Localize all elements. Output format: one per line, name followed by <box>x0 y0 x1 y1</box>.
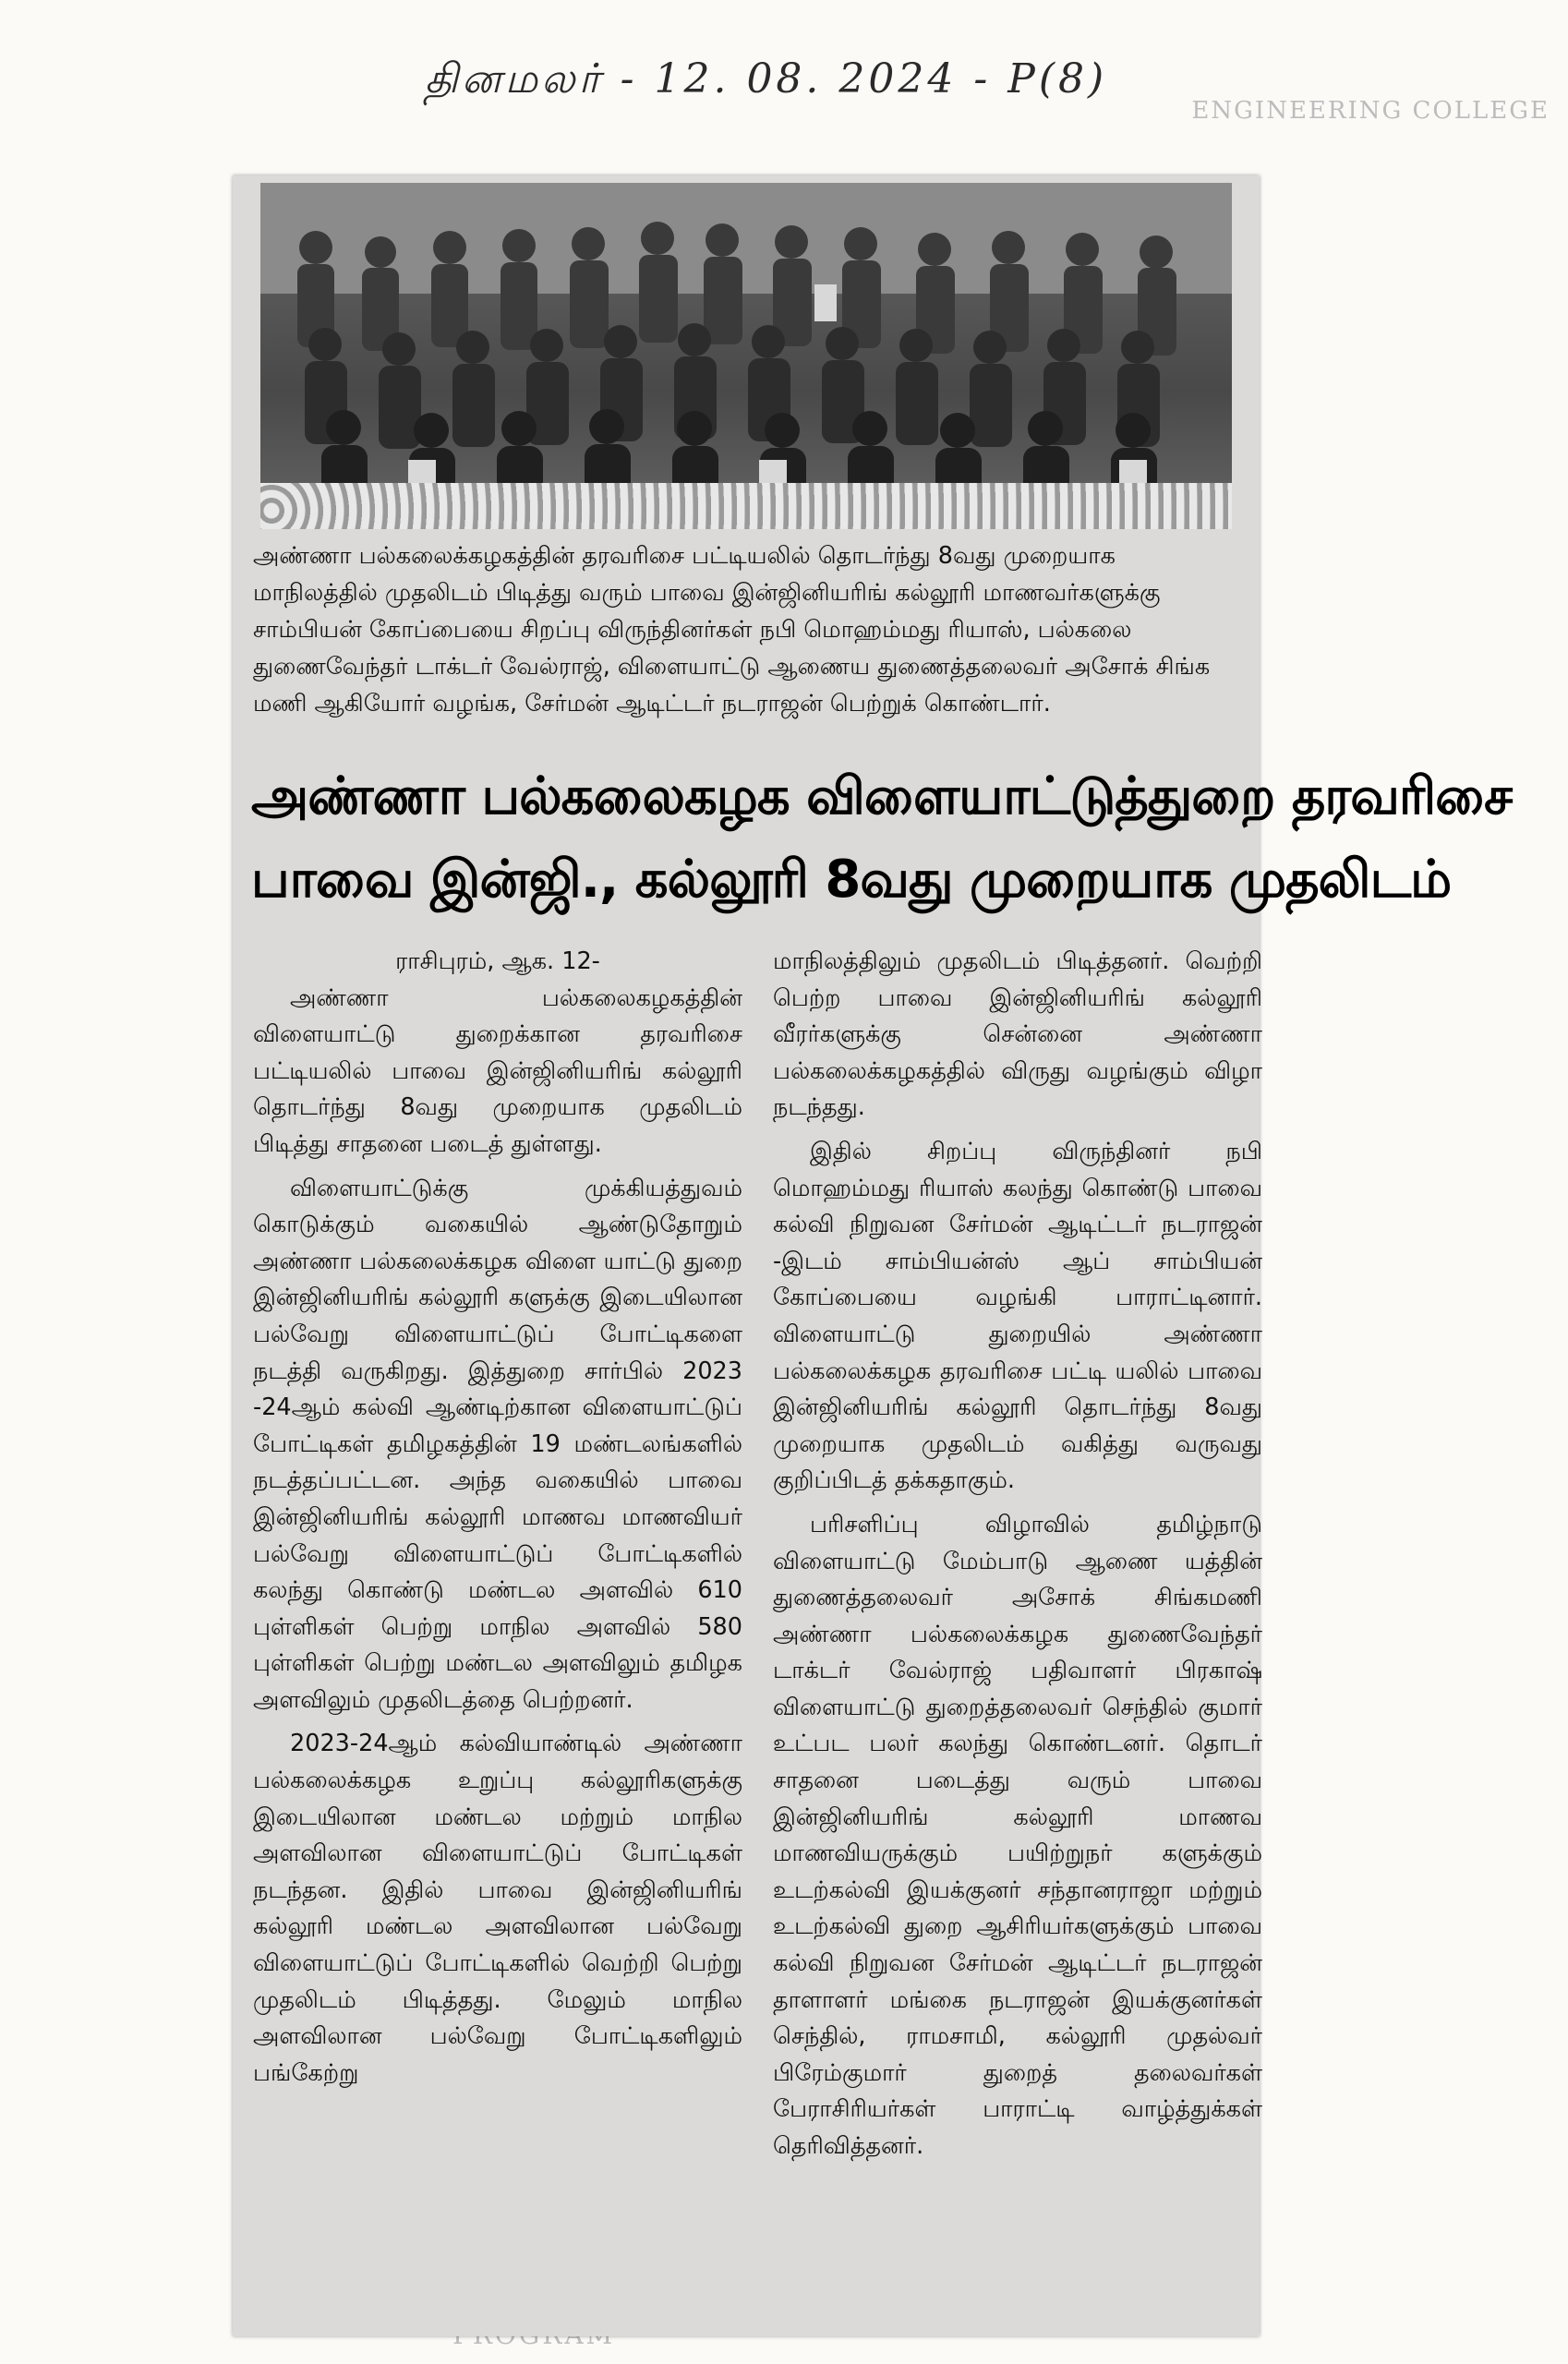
photo-people-silhouettes <box>260 183 1232 529</box>
bleed-through-text-top: ENGINEERING COLLEGE <box>1191 97 1550 125</box>
article-column-left <box>253 944 742 2099</box>
article-column-right <box>773 944 1262 2173</box>
article-paragraph: விளையாட்டுக்கு முக்கியத்துவம் கொடுக்கும் வகையில் ஆண்டுதோறும் அண்ணா பல்கலைக்கழக விளை யாட்டு துறை இன்ஜினியரிங் கல்லூரி களுக்கு இடையிலான பல்வேறு விளையாட்டுப் போட்டிகளை நடத்தி வருகிறது. இத்துறை சார்பில் 2023 -24ஆம் கல்வி ஆண்டிற்கான விளையாட்டுப் போட்டிகள் தமிழகத்தின் 19 மண்டலங்களில் நடத்தப்பட்டன. அந்த வகையில் பாவை இன்ஜினியரிங் கல்லூரி மாணவ மாணவியர் பல்வேறு விளையாட்டுப் போட்டிகளில் கலந்து கொண்டு மண்டல அளவில் 610 புள்ளிகள் பெற்று மாநில அளவில் 580 புள்ளிகள் பெற்று மண்டல அளவிலும் தமிழக அளவிலும் முதலிடத்தை பெற்றனர். <box>253 1174 742 1714</box>
photo-flower-decor <box>260 483 1232 529</box>
newspaper-clipping <box>233 175 1513 2336</box>
headline-line-1: அண்ணா பல்கலைகழக விளையாட்டுத்துறை தரவரிசை <box>251 766 1513 826</box>
article-dateline: ராசிபுரம், ஆக. 12- <box>395 947 600 975</box>
group-photo <box>260 183 1232 529</box>
handwritten-annotation: தினமலர் - 12. 08. 2024 - P(8) <box>425 55 1108 103</box>
article-paragraph: இதில் சிறப்பு விருந்தினர் நபி மொஹம்மது ரியாஸ் கலந்து கொண்டு பாவை கல்வி நிறுவன சேர்மன் ஆடிட்டர் நடராஜன் -இடம் சாம்பியன்ஸ் ஆப் சாம்பியன் கோப்பையை வழங்கி பாராட்டினார். விளையாட்டு துறையில் அண்ணா பல்கலைக்கழக தரவரிசை பட்டி யலில் பாவை இன்ஜினியரிங் கல்லூரி தொடர்ந்து 8வது முறையாக முதலிடம் வகித்து வருவது குறிப்பிடத் தக்கதாகும். <box>773 1137 1262 1495</box>
article-paragraph: 2023-24ஆம் கல்வியாண்டில் அண்ணா பல்கலைக்கழக உறுப்பு கல்லூரிகளுக்கு இடையிலான மண்டல மற்றும் மாநில அளவிலான விளையாட்டுப் போட்டிகள் நடந்தன. இதில் பாவை இன்ஜினியரிங் கல்லூரி மண்டல அளவிலான பல்வேறு விளையாட்டுப் போட்டிகளில் வெற்றி பெற்று முதலிடம் பிடித்தது. மேலும் மாநில அளவிலான பல்வேறு போட்டிகளிலும் பங்கேற்று <box>253 1730 742 2087</box>
headline-line-2: பாவை இன்ஜி., கல்லூரி 8வது முறையாக முதலிடம் <box>251 850 1452 910</box>
article-paragraph: மாநிலத்திலும் முதலிடம் பிடித்தனர். வெற்றி பெற்ற பாவை இன்ஜினியரிங் கல்லூரி வீரர்களுக்கு சென்னை அண்ணா பல்கலைக்கழகத்தில் விருது வழங்கும் விழா நடந்தது. <box>773 947 1262 1122</box>
photo-caption: அண்ணா பல்கலைக்கழகத்தின் தரவரிசை பட்டியலில் தொடர்ந்து 8வது முறையாக மாநிலத்தில் முதலிடம் பிடித்து வரும் பாவை இன்ஜினியரிங் கல்லூரி மாணவர்களுக்கு சாம்பியன் கோப்பையை சிறப்பு விருந்தினர்கள் நபி மொஹம்மது ரியாஸ், பல்கலை துணைவேந்தர் டாக்டர் வேல்ராஜ், விளையாட்டு ஆணைய துணைத்தலைவர் அசோக் சிங்க மணி ஆகியோர் வழங்க, சேர்மன் ஆடிட்டர் நடராஜன் பெற்றுக் கொண்டார். <box>253 542 1211 718</box>
article-paragraph: அண்ணா பல்கலைகழகத்தின் விளையாட்டு துறைக்கான தரவரிசை பட்டியலில் பாவை இன்ஜினியரிங் கல்லூரி தொடர்ந்து 8வது முறையாக முதலிடம் பிடித்து சாதனை படைத் துள்ளது. <box>253 983 742 1158</box>
article-paragraph: பரிசளிப்பு விழாவில் தமிழ்நாடு விளையாட்டு மேம்பாடு ஆணை யத்தின் துணைத்தலைவர் அசோக் சிங்கமணி அண்ணா பல்கலைக்கழக துணைவேந்தர் டாக்டர் வேல்ராஜ் பதிவாளர் பிரகாஷ் விளையாட்டு துறைத்தலைவர் செந்தில் குமார் உட்பட பலர் கலந்து கொண்டனர். தொடர் சாதனை படைத்து வரும் பாவை இன்ஜினியரிங் கல்லூரி மாணவ மாணவியருக்கும் பயிற்றுநர் களுக்கும் உடற்கல்வி இயக்குனர் சந்தானராஜா மற்றும் உடற்கல்வி துறை ஆசிரியர்களுக்கும் பாவை கல்வி நிறுவன சேர்மன் ஆடிட்டர் நடராஜன் தாளாளர் மங்கை நடராஜன் இயக்குனர்கள் செந்தில், ராமசாமி, கல்லூரி முதல்வர் பிரேம்குமார் துறைத் தலைவர்கள் பேராசிரியர்கள் பாராட்டி வாழ்த்துக்கள் தெரிவித்தனர். <box>773 1510 1262 2160</box>
